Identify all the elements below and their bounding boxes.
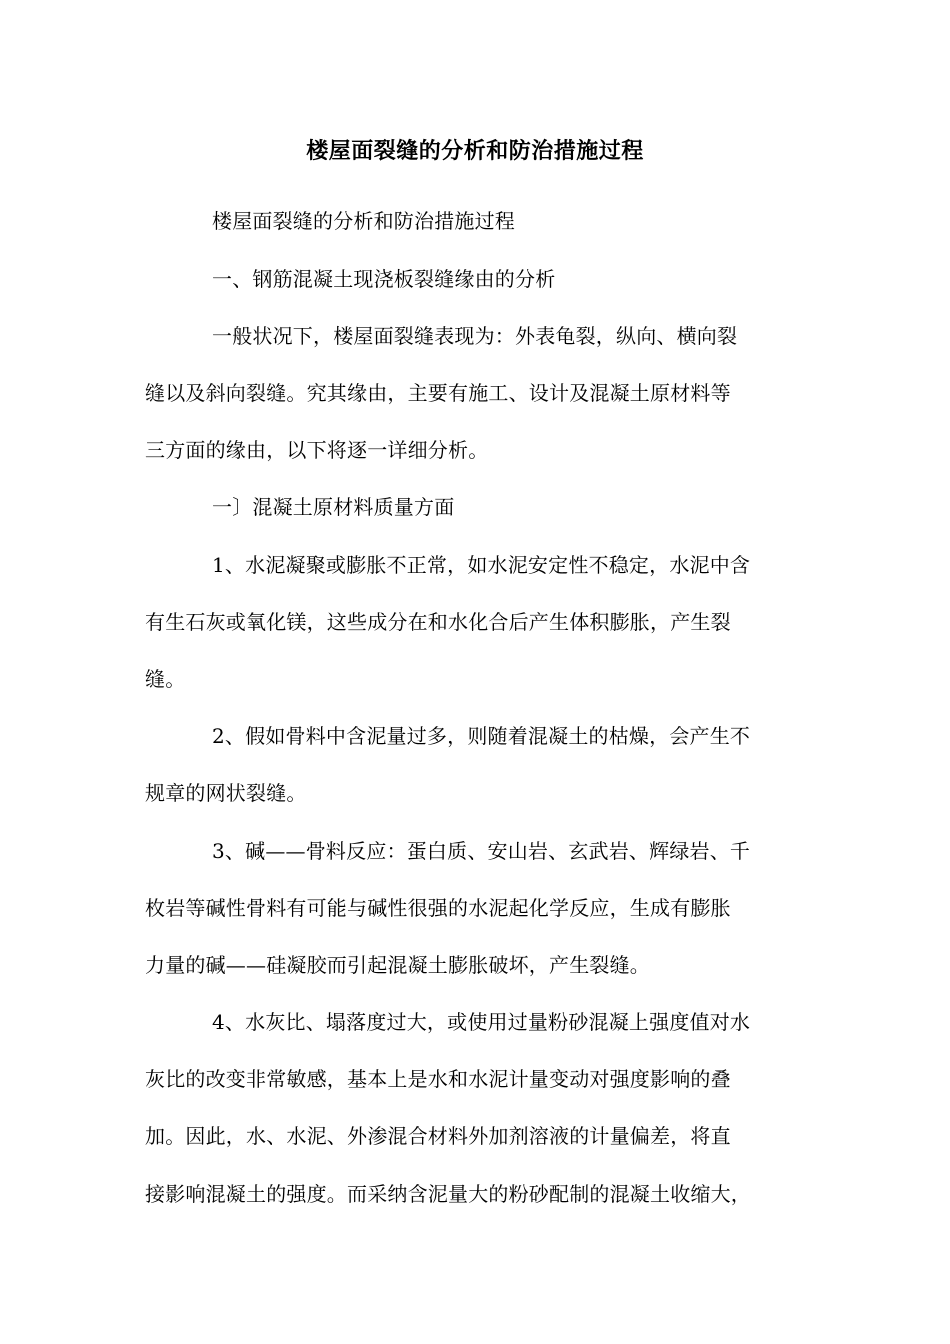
paragraph-line: 缝以及斜向裂缝。究其缘由，主要有施工、设计及混凝土原材料等 [145, 381, 731, 405]
section-heading: 一、钢筋混凝土现浇板裂缝缘由的分析 [212, 267, 556, 291]
paragraph-line: 加。因此，水、水泥、外渗混合材料外加剂溶液的计量偏差，将直 [145, 1124, 731, 1148]
paragraph-line: 2、假如骨料中含泥量过多，则随着混凝土的枯燥，会产生不 [212, 724, 751, 748]
paragraph-line: 3、碱——骨料反应：蛋白质、安山岩、玄武岩、辉绿岩、千 [212, 839, 751, 863]
paragraph-line: 4、水灰比、塌落度过大，或使用过量粉砂混凝上强度值对水 [212, 1010, 751, 1034]
paragraph-line: 力量的碱——硅凝胶而引起混凝土膨胀破坏，产生裂缝。 [145, 953, 650, 977]
paragraph-line: 接影响混凝土的强度。而采纳含泥量大的粉砂配制的混凝土收缩大， [145, 1182, 751, 1206]
paragraph-line: 有生石灰或氧化镁，这些成分在和水化合后产生体积膨胀，产生裂 [145, 610, 731, 634]
paragraph-line: 缝。 [145, 667, 186, 691]
paragraph-line: 三方面的缘由，以下将逐一详细分析。 [145, 438, 489, 462]
paragraph-line: 枚岩等碱性骨料有可能与碱性很强的水泥起化学反应，生成有膨胀 [145, 896, 731, 920]
paragraph-line: 一般状况下，楼屋面裂缝表现为：外表龟裂，纵向、横向裂 [212, 324, 738, 348]
paragraph-line: 规章的网状裂缝。 [145, 781, 307, 805]
paragraph-line: 1、水泥凝聚或膨胀不正常，如水泥安定性不稳定，水泥中含 [212, 553, 751, 577]
subsection-heading: 一〕混凝土原材料质量方面 [212, 495, 455, 519]
paragraph-line: 灰比的改变非常敏感，基本上是水和水泥计量变动对强度影响的叠 [145, 1067, 731, 1091]
subtitle-line: 楼屋面裂缝的分析和防治措施过程 [212, 209, 515, 233]
document-title: 楼屋面裂缝的分析和防治措施过程 [306, 139, 644, 164]
